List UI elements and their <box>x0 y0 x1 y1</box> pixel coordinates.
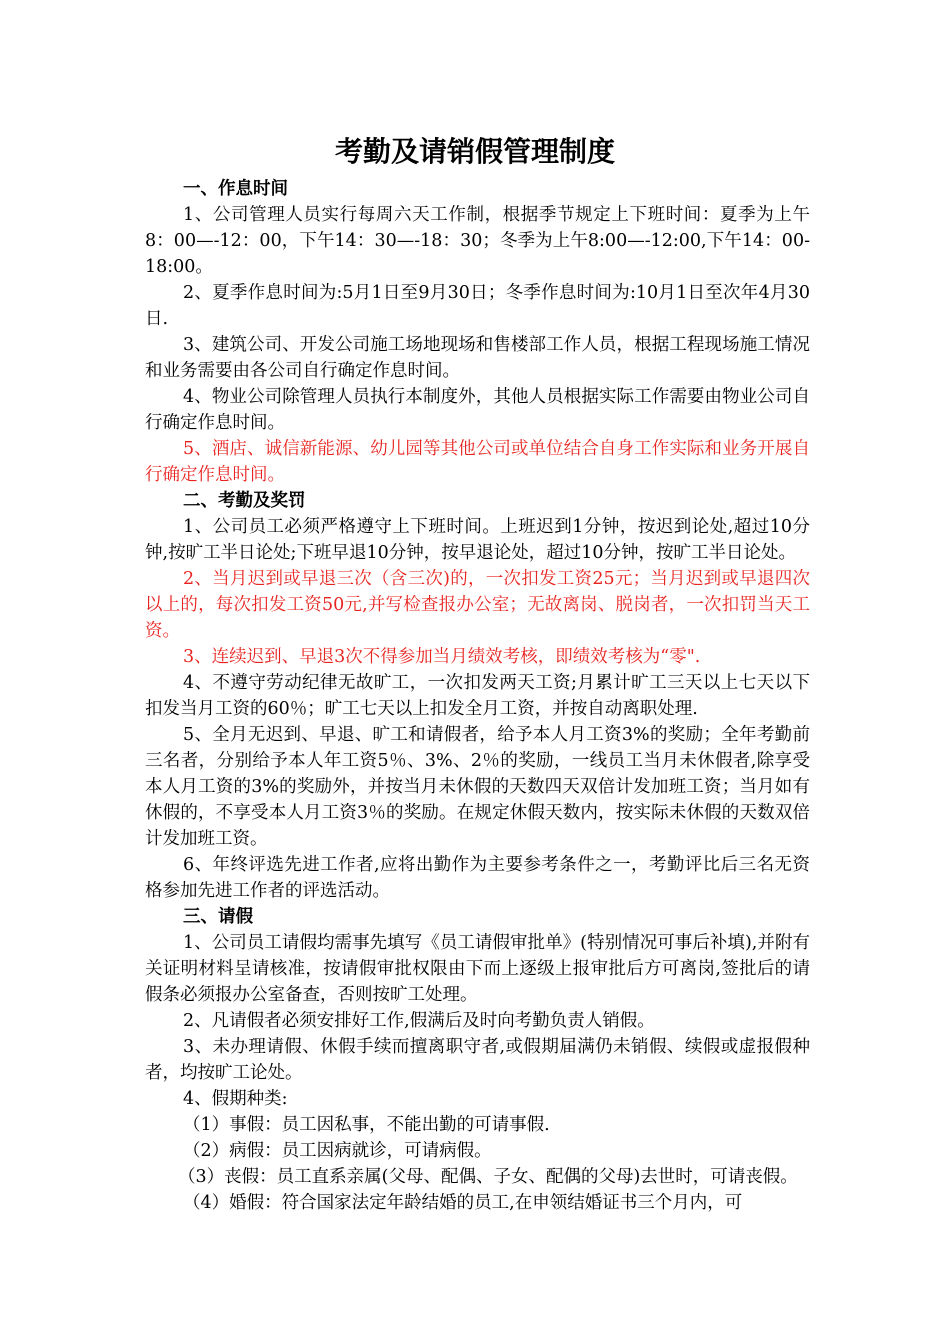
list-item: （4）婚假：符合国家法定年龄结婚的员工,在申领结婚证书三个月内，可 <box>183 1193 743 1213</box>
paragraph: 4、不遵守劳动纪律无故旷工，一次扣发两天工资;月累计旷工三天以上七天以下扣发当月工资的60％；旷工七天以上扣发全月工资，并按自动离职处理. <box>145 673 810 719</box>
section-heading-leave: 三、请假 <box>183 907 253 927</box>
paragraph: 2、凡请假者必须安排好工作,假满后及时向考勤负责人销假。 <box>183 1011 655 1031</box>
paragraph: 4、假期种类: <box>183 1089 288 1109</box>
paragraph-highlighted: 2、当月迟到或早退三次（含三次)的，一次扣发工资25元；当月迟到或早退四次以上的，每次扣发工资50元,并写检查报办公室；无故离岗、脱岗者，一次扣罚当天工资。 <box>145 569 810 641</box>
list-item: （3）丧假：员工直系亲属(父母、配偶、子女、配偶的父母)去世时，可请丧假。 <box>178 1167 798 1187</box>
section-heading-attendance: 二、考勤及奖罚 <box>183 491 306 511</box>
paragraph: 2、夏季作息时间为:5月1日至9月30日；冬季作息时间为:10月1日至次年4月30日. <box>145 283 810 329</box>
paragraph: 3、未办理请假、休假手续而擅离职守者,或假期届满仍未销假、续假或虚报假种者，均按旷工论处。 <box>145 1037 810 1083</box>
paragraph: 1、公司员工请假均需事先填写《员工请假审批单》(特别情况可事后补填),并附有关证明材料呈请核准，按请假审批权限由下而上逐级上报审批后方可离岗,签批后的请假条必须报办公室备查，否则按旷工处理。 <box>145 933 810 1005</box>
paragraph-highlighted: 5、酒店、诚信新能源、幼儿园等其他公司或单位结合自身工作实际和业务开展自行确定作息时间。 <box>145 439 810 485</box>
section-heading-schedule: 一、作息时间 <box>183 179 288 199</box>
paragraph: 1、公司管理人员实行每周六天工作制，根据季节规定上下班时间：夏季为上午8：00—-12：00，下午14：30—-18：30；冬季为上午8:00—-12:00,下午14：00-18:00。 <box>145 205 810 277</box>
document-body <box>145 176 810 1216</box>
list-item: （2）病假：员工因病就诊，可请病假。 <box>183 1141 492 1161</box>
paragraph: 5、全月无迟到、早退、旷工和请假者，给予本人月工资3%的奖励；全年考勤前三名者，分别给予本人年工资5％、3%、2％的奖励，一线员工当月未休假者,除享受本人月工资的3%的奖励外，并按当月未休假的天数四天双倍计发加班工资；当月如有休假的，不享受本人月工资3％的奖励。在规定休假天数内，按实际未休假的天数双倍计发加班工资。 <box>145 725 810 849</box>
paragraph: 6、年终评选先进工作者,应将出勤作为主要参考条件之一，考勤评比后三名无资格参加先进工作者的评选活动。 <box>145 855 810 901</box>
list-item: （1）事假：员工因私事，不能出勤的可请事假. <box>183 1115 550 1135</box>
paragraph-highlighted: 3、连续迟到、早退3次不得参加当月绩效考核，即绩效考核为“零". <box>183 647 701 667</box>
paragraph: 4、物业公司除管理人员执行本制度外，其他人员根据实际工作需要由物业公司自行确定作息时间。 <box>145 387 810 433</box>
document-title: 考勤及请销假管理制度 <box>334 135 615 168</box>
paragraph: 3、建筑公司、开发公司施工场地现场和售楼部工作人员，根据工程现场施工情况和业务需要由各公司自行确定作息时间。 <box>145 335 810 381</box>
paragraph: 1、公司员工必须严格遵守上下班时间。上班迟到1分钟，按迟到论处,超过10分钟,按旷工半日论处;下班早退10分钟，按早退论处，超过10分钟，按旷工半日论处。 <box>145 517 810 563</box>
